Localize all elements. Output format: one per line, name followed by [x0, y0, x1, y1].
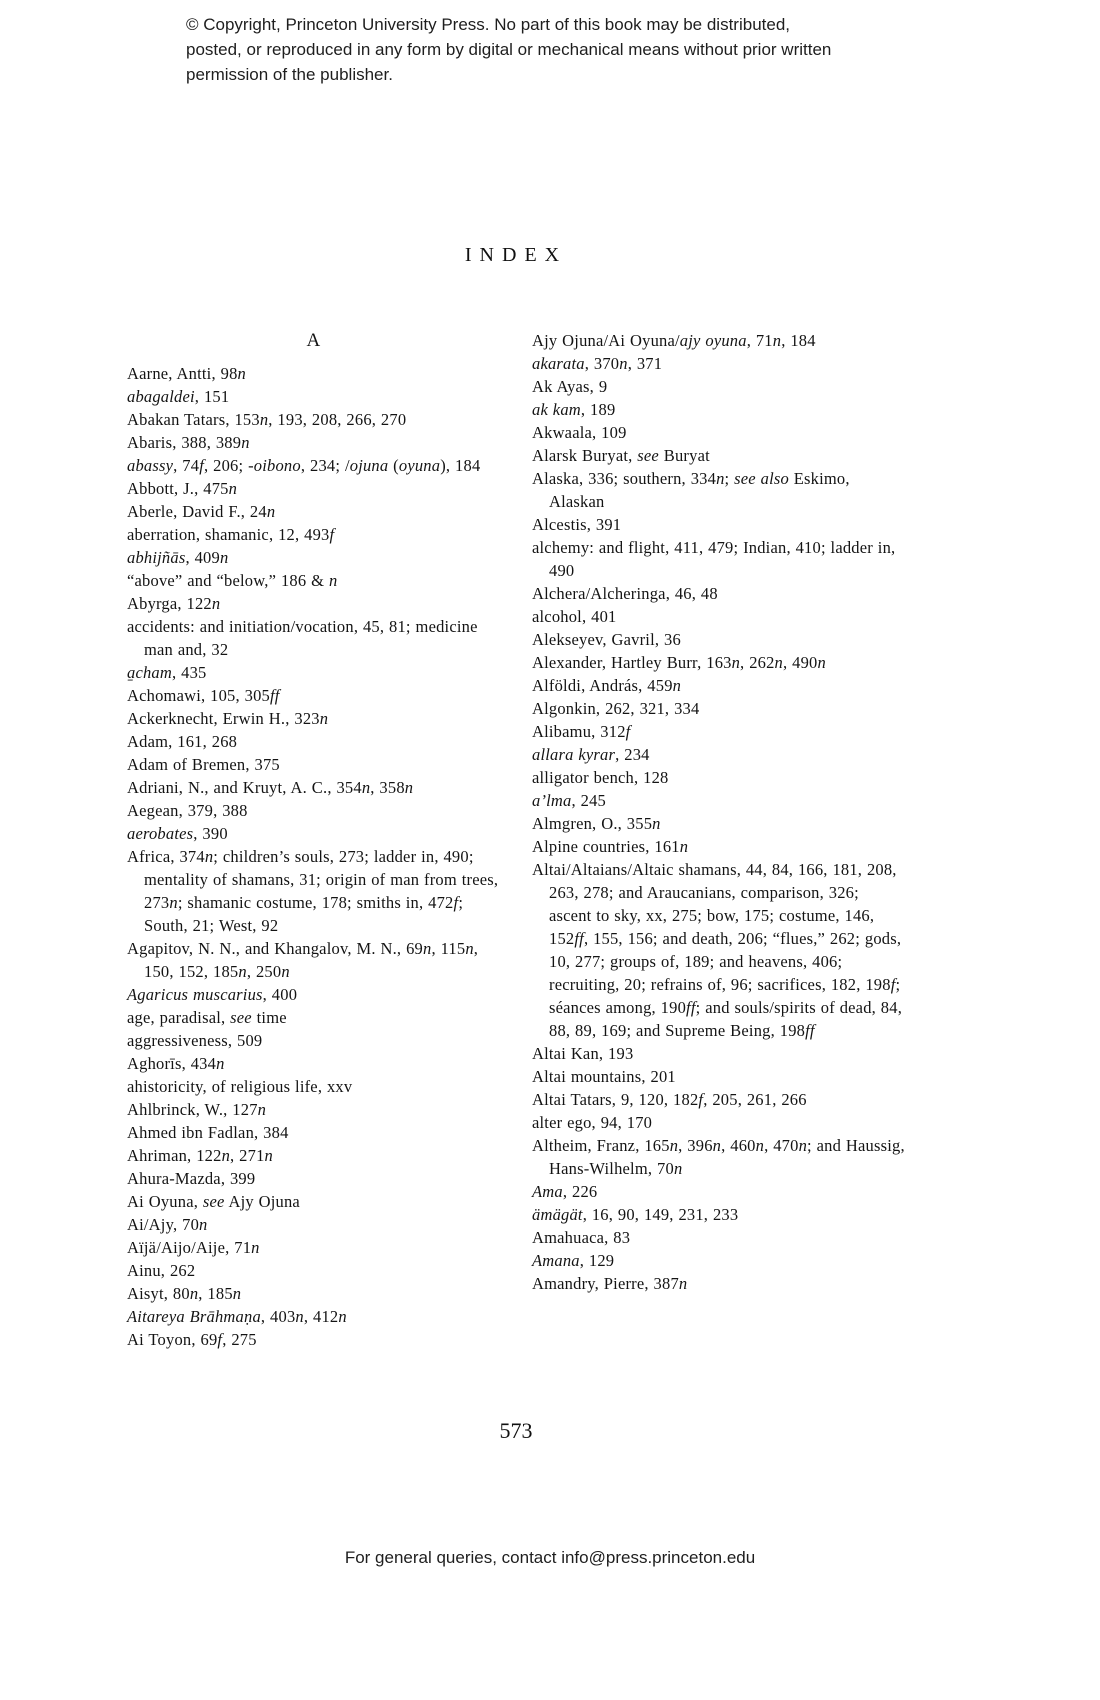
- index-entry: Ahriman, 122n, 271n: [127, 1146, 273, 1165]
- index-entry: age, paradisal, see time: [127, 1008, 287, 1027]
- page-number: 573: [499, 1418, 533, 1443]
- left-column-entries: [127, 362, 500, 1351]
- index-entry: Altai/Altaians/Altaic shamans, 44, 84, 166, 181, 208, 263, 278; and Araucanians, comparison, 326; ascent to sky, xx, 275; bow, 175; costume, 146, 152ff, 155, 156; and death, 206; “flues,” 262; gods, 10, 277; groups of, 189; and heavens, 406; recruiting, 20; refrains of, 96; sacrifices, 182, 198f; séances among, 190ff; and souls/spirits of dead, 84, 88, 89, 169; and Supreme Being, 198ff: [532, 860, 903, 1040]
- index-entry: Ai Oyuna, see Ajy Ojuna: [127, 1192, 300, 1211]
- index-entry: Aitareya Brāhmaṇa, 403n, 412n: [127, 1307, 347, 1326]
- index-entry: Ainu, 262: [127, 1261, 196, 1280]
- left-column: [127, 329, 500, 1351]
- index-entry: “above” and “below,” 186 & n: [127, 571, 338, 590]
- copyright-notice: © Copyright, Princeton University Press. No part of this book may be distributed, posted, or reproduced in any form by digital or mechanical means without prior written permission of the publisher.: [186, 15, 832, 84]
- index-entry: Amahuaca, 83: [532, 1228, 631, 1247]
- index-entry: Abyrga, 122n: [127, 594, 221, 613]
- index-entry: Alibamu, 312f: [532, 722, 631, 741]
- index-entry: Adam, 161, 268: [127, 732, 238, 751]
- index-entry: Alaska, 336; southern, 334n; see also Eskimo, Alaskan: [532, 469, 850, 511]
- index-entry: Ajy Ojuna/Ai Oyuna/ajy oyuna, 71n, 184: [532, 331, 816, 350]
- index-entry: Aarne, Antti, 98n: [127, 364, 246, 383]
- index-entry: aberration, shamanic, 12, 493f: [127, 525, 335, 544]
- index-entry: aerobates, 390: [127, 824, 228, 843]
- index-entry: Amandry, Pierre, 387n: [532, 1274, 688, 1293]
- index-entry: Almgren, O., 355n: [532, 814, 661, 833]
- index-entry: Aberle, David F., 24n: [127, 502, 276, 521]
- index-entry: Amana, 129: [532, 1251, 615, 1270]
- index-entry: abhijñās, 409n: [127, 548, 229, 567]
- index-entry: Alarsk Buryat, see Buryat: [532, 446, 710, 465]
- index-entry: Abbott, J., 475n: [127, 479, 238, 498]
- index-page: [127, 244, 905, 1351]
- index-entry: Adam of Bremen, 375: [127, 755, 280, 774]
- index-entry: alchemy: and flight, 411, 479; Indian, 410; ladder in, 490: [532, 538, 896, 580]
- index-entry: Algonkin, 262, 321, 334: [532, 699, 700, 718]
- index-entry: Alcestis, 391: [532, 515, 622, 534]
- index-entry: Alföldi, András, 459n: [532, 676, 682, 695]
- index-entry: Ai/Ajy, 70n: [127, 1215, 208, 1234]
- index-entry: Aisyt, 80n, 185n: [127, 1284, 242, 1303]
- index-entry: Alekseyev, Gavril, 36: [532, 630, 681, 649]
- right-column: [532, 329, 905, 1351]
- index-entry: Aghorīs, 434n: [127, 1054, 225, 1073]
- index-entry: Ai Toyon, 69f, 275: [127, 1330, 257, 1349]
- index-entry: Aïjä/Aijo/Aije, 71n: [127, 1238, 260, 1257]
- index-entry: Achomawi, 105, 305ff: [127, 686, 280, 705]
- page-title: INDEX: [464, 244, 568, 266]
- index-entry: abagaldei, 151: [127, 387, 230, 406]
- index-entry: Altai mountains, 201: [532, 1067, 676, 1086]
- index-entry: ämägät, 16, 90, 149, 231, 233: [532, 1205, 739, 1224]
- right-column-entries: [532, 329, 905, 1295]
- index-columns: [127, 329, 905, 1351]
- index-entry: a̱cham, 435: [127, 663, 207, 682]
- index-entry: abassy, 74f, 206; -oibono, 234; /ojuna (oyuna), 184: [127, 456, 481, 475]
- index-entry: a’lma, 245: [532, 791, 606, 810]
- index-entry: Abaris, 388, 389n: [127, 433, 250, 452]
- index-entry: Ahura-Mazda, 399: [127, 1169, 256, 1188]
- index-entry: allara kyrar, 234: [532, 745, 650, 764]
- section-letter: A: [306, 330, 321, 351]
- index-entry: alter ego, 94, 170: [532, 1113, 653, 1132]
- index-entry: Adriani, N., and Kruyt, A. C., 354n, 358n: [127, 778, 414, 797]
- index-entry: Africa, 374n; children’s souls, 273; ladder in, 490; mentality of shamans, 31; origin of man from trees, 273n; shamanic costume, 178; smiths in, 472f; South, 21; West, 92: [127, 847, 499, 935]
- index-entry: Ak Ayas, 9: [532, 377, 608, 396]
- index-entry: Abakan Tatars, 153n, 193, 208, 266, 270: [127, 410, 407, 429]
- index-entry: Akwaala, 109: [532, 423, 627, 442]
- index-entry: Alpine countries, 161n: [532, 837, 689, 856]
- index-entry: Agapitov, N. N., and Khangalov, M. N., 69n, 115n, 150, 152, 185n, 250n: [127, 939, 479, 981]
- index-entry: Agaricus muscarius, 400: [127, 985, 298, 1004]
- index-entry: Ahlbrinck, W., 127n: [127, 1100, 267, 1119]
- contact-footer: For general queries, contact info@press.princeton.edu: [344, 1548, 756, 1567]
- index-entry: aggressiveness, 509: [127, 1031, 263, 1050]
- index-entry: Alexander, Hartley Burr, 163n, 262n, 490n: [532, 653, 826, 672]
- index-entry: akarata, 370n, 371: [532, 354, 663, 373]
- index-entry: Aegean, 379, 388: [127, 801, 248, 820]
- index-entry: ak kam, 189: [532, 400, 616, 419]
- index-entry: accidents: and initiation/vocation, 45, 81; medicine man and, 32: [127, 617, 478, 659]
- index-entry: alcohol, 401: [532, 607, 617, 626]
- index-entry: Ama, 226: [532, 1182, 598, 1201]
- index-entry: Alchera/Alcheringa, 46, 48: [532, 584, 718, 603]
- index-entry: alligator bench, 128: [532, 768, 669, 787]
- index-entry: Ackerknecht, Erwin H., 323n: [127, 709, 329, 728]
- index-entry: ahistoricity, of religious life, xxv: [127, 1077, 353, 1096]
- index-entry: Ahmed ibn Fadlan, 384: [127, 1123, 289, 1142]
- index-entry: Altai Tatars, 9, 120, 182f, 205, 261, 266: [532, 1090, 807, 1109]
- index-entry: Altheim, Franz, 165n, 396n, 460n, 470n; and Haussig, Hans-Wilhelm, 70n: [532, 1136, 905, 1178]
- index-entry: Altai Kan, 193: [532, 1044, 634, 1063]
